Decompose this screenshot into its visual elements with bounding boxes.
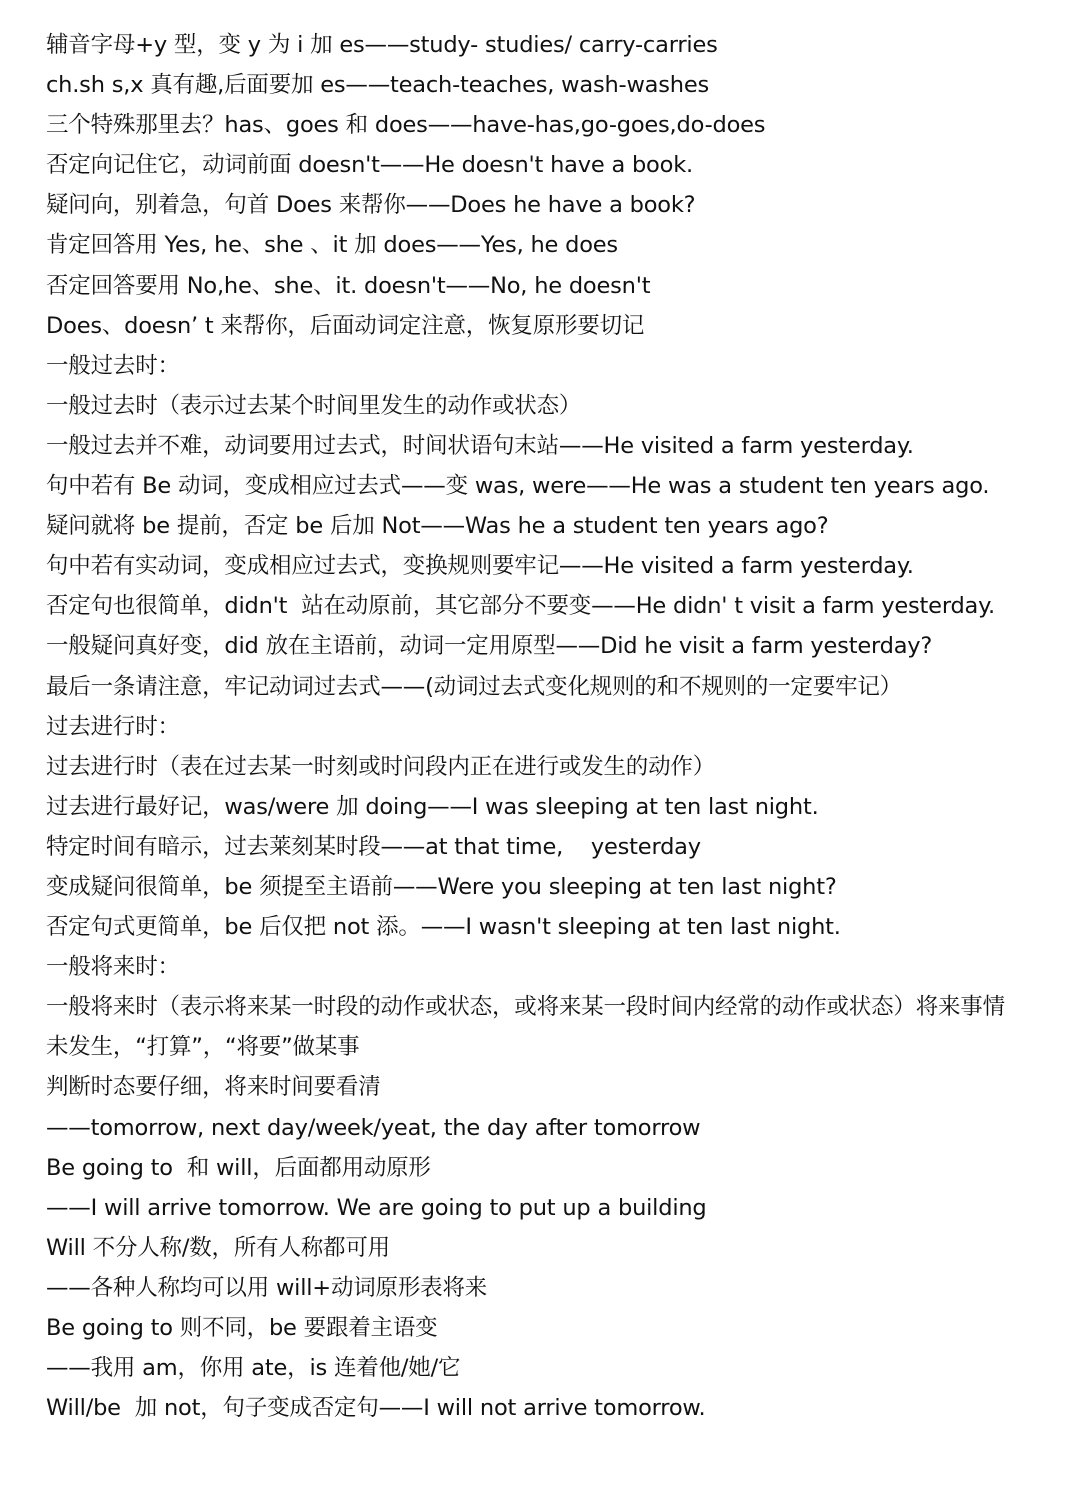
section-heading-future-simple: 一般将来时： [46, 954, 180, 981]
text-line: Be going to 和 will，后面都用动原形 [46, 1154, 431, 1181]
text-line: 一般疑问真好变，did 放在主语前，动词一定用原型——Did he visit a farm yesterday? [46, 633, 933, 660]
text-line: ch.sh s,x 真有趣,后面要加 es——teach-teaches, wash-washes [46, 72, 710, 99]
text-line: 肯定回答用 Yes, he、she 、it 加 does——Yes, he does [46, 232, 618, 259]
text-line: 辅音字母+y 型，变 y 为 i 加 es——study- studies/ carry-carries [46, 32, 718, 58]
text-line: 过去进行时（表在过去某一时刻或时问段内正在进行或发生的动作） [46, 753, 716, 780]
text-line: ——tomorrow, next day/week/yeat, the day after tomorrow [46, 1114, 701, 1141]
text-line: 未发生，“打算”，“将要”做某事 [46, 1034, 360, 1061]
text-line: Will 不分人称/数，所有人称都可用 [46, 1234, 390, 1261]
text-line: 过去进行最好记，was/were 加 doing——I was sleeping at ten last night. [46, 793, 819, 820]
text-line: 疑问就将 be 提前，否定 be 后加 Not——Was he a student ten years ago? [46, 513, 829, 540]
text-line: 特定时间有暗示，过去莱刻某时段——at that time, yesterday [46, 833, 701, 860]
text-line: 一般将来时（表示将来某一时段的动作或状态，或将来某一段时间内经常的动作或状态）将来事情 [46, 994, 1005, 1021]
section-heading-past-simple: 一般过去时： [46, 352, 180, 379]
text-line: ——I will arrive tomorrow. We are going to put up a building [46, 1194, 707, 1221]
text-line: 一般过去时（表示过去某个时间里发生的动作或状态） [46, 392, 582, 419]
text-line: 疑问向，别着急，句首 Does 来帮你——Does he have a book? [46, 192, 696, 219]
text-line: 句中若有 Be 动词，变成相应过去式——变 was, were——He was a student ten years ago. [46, 473, 990, 500]
text-line: 否定向记住它，动词前面 doesn't——He doesn't have a book. [46, 152, 693, 179]
text-line: 句中若有实动词，变成相应过去式，变换规则要牢记——He visited a farm yesterday. [46, 553, 914, 580]
text-line: ——我用 am，你用 ate，is 连着他/她/它 [46, 1355, 461, 1382]
text-line: 否定句也很简单，didn't 站在动原前，其它部分不要变——He didn' t visit a farm yesterday. [46, 593, 996, 620]
text-line: 三个特殊那里去？has、goes 和 does——have-has,go-goes,do-does [46, 112, 766, 139]
section-heading-past-continuous: 过去进行时： [46, 713, 180, 740]
text-line: 最后一条请注意，牢记动词过去式——(动词过去式变化规则的和不规则的一定要牢记） [46, 673, 902, 700]
text-line: Be going to 则不同，be 要跟着主语变 [46, 1315, 438, 1341]
text-line: 一般过去并不难，动词要用过去式，时间状语句末站——He visited a farm yesterday. [46, 432, 914, 459]
document-page [46, 25, 1046, 1428]
text-line: 否定句式更简单，be 后仅把 not 添。——I wasn't sleeping at ten last night. [46, 914, 841, 941]
text-line: 判断时态要仔细，将来时间要看清 [46, 1074, 381, 1101]
text-line: ——各种人称均可以用 will+动词原形表将来 [46, 1274, 488, 1301]
text-line: Does、doesn’ t 来帮你，后面动词定注意，恢复原形要切记 [46, 312, 645, 339]
text-line: 否定回答要用 No,he、she、it. doesn't——No, he doesn't [46, 272, 651, 299]
text-line: Will/be 加 not，句子变成否定句——I will not arrive tomorrow. [46, 1395, 706, 1422]
text-line: 变成疑问很简单，be 须提至主语前——Were you sleeping at ten last night? [46, 873, 837, 900]
